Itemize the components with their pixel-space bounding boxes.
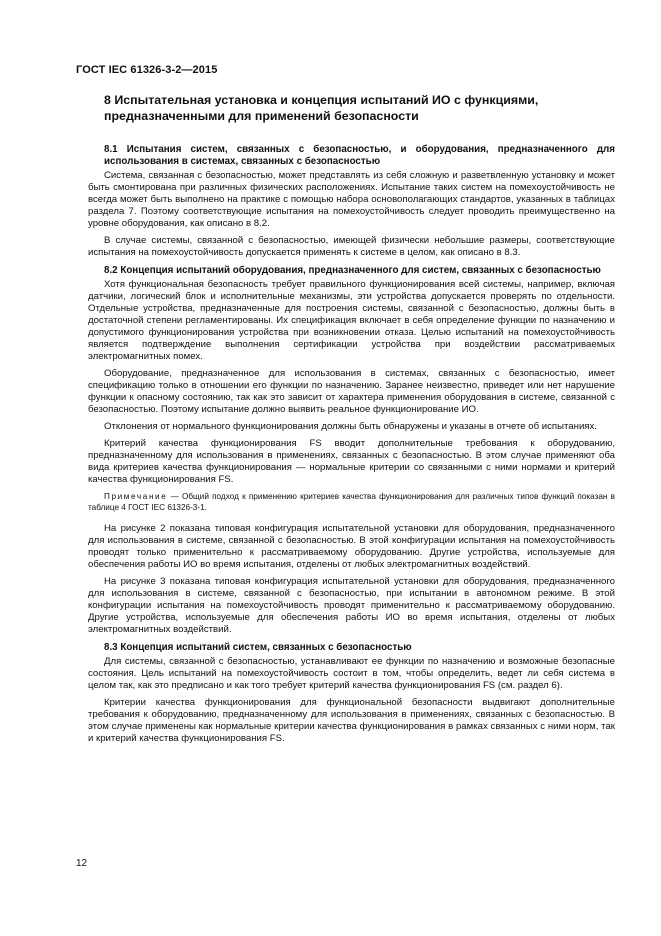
paragraph: Хотя функциональная безопасность требует правильного функционирования всей системы, например, включая датчики, логический блок и исполнительные механизмы, эти устройства допускается проверять по отдельности. Отдельные устройства, предназначенные для построения системы, связанной с безопасностью, должны быть в достаточной степени регламентированы. Их спецификация включает в себя определение функции по назначению и допустимого функционирования устройства при возникновении отказа. Целью испытаний на помехоустойчивость является подтверждение выполнения сертификации устройства при воздействии рассматриваемых электромагнитных помех.: [88, 279, 615, 362]
paragraph: Оборудование, предназначенное для использования в системах, связанных с безопасностью, имеет спецификацию только в отношении его функции по назначению. Заранее неизвестно, приведет или нет нарушение функции к опасному состоянию, так как это зависит от характера применения оборудования в системе, связанной с безопасностью. Поэтому испытание должно выявить реальное функционирование ИО.: [88, 368, 615, 415]
subsection-8-3-title: 8.3 Концепция испытаний систем, связанных с безопасностью: [104, 642, 412, 653]
paragraph: Отклонения от нормального функционирования должны быть обнаружены и указаны в отчете об испытаниях.: [104, 421, 597, 432]
page-content: [88, 92, 615, 750]
page-number: 12: [76, 858, 88, 869]
paragraph: Система, связанная с безопасностью, может представлять из себя сложную и разветвленную установку и может быть смонтирована при различных физических расположениях. Испытание таких систем на помехоустойчивость не всегда может быть выполнено на практике с помощью набора основополагающих стандартов, указанных в таблицах раздела 7. Поэтому соответствующие испытания на помехоустойчивость следует проводить преимущественно на уровне оборудования, как описано в 8.2.: [88, 170, 615, 229]
note: [88, 491, 615, 513]
paragraph: В случае системы, связанной с безопасностью, имеющей физически небольшие размеры, соответствующие испытания на помехоустойчивость допускается применять к системе в целом, как описано в 8.3.: [88, 235, 615, 258]
paragraph: Критерий качества функционирования FS вводит дополнительные требования к оборудованию, предназначенному для использования в применениях, связанных с безопасностью. В этом случае применяют оба вида критериев качества функционирования — нормальные критерии со связанными с ними нормами и критерий качества функционирования FS.: [88, 438, 615, 485]
paragraph: Критерии качества функционирования для функциональной безопасности выдвигают дополнительные требования к оборудованию, предназначенному для использования в применениях, связанных с безопасностью. В этом случае применены как нормальные критерии качества функционирования в рамках связанных с ними норм, так и критерий качества функционирования FS.: [88, 697, 615, 744]
section-8-title: 8 Испытательная установка и концепция испытаний ИО с функциями, предназначенными для применений безопасности: [104, 93, 539, 123]
document-code: ГОСТ IEC 61326-3-2—2015: [76, 64, 218, 76]
subsection-8-1-title: 8.1 Испытания систем, связанных с безопасностью, и оборудования, предназначенного для использования в системах, связанных с безопасностью: [104, 144, 615, 167]
subsection-8-2-title: 8.2 Концепция испытаний оборудования, предназначенного для систем, связанных с безопасностью: [104, 265, 601, 276]
paragraph: На рисунке 3 показана типовая конфигурация испытательной установки для оборудования, предназначенного для использования в системе, связанной с безопасностью, при испытании в автономном режиме. В этой конфигурации испытания на помехоустойчивость проводят применительно к рассматриваемому оборудованию. Другие устройства, используемые для обеспечения работы ИО во время испытания, отделены от любых электромагнитных воздействий.: [88, 576, 615, 635]
paragraph: Для системы, связанной с безопасностью, устанавливают ее функции по назначению и возможные безопасные состояния. Цель испытаний на помехоустойчивость состоит в том, чтобы определить, ведет ли себя система в целом так, как это предписано и как того требует критерий качества функционирования FS (см. раздел 6).: [88, 656, 615, 691]
note-label: Примечание: [104, 492, 168, 501]
note-text: — Общий подход к применению критериев качества функционирования для различных типов функций показан в таблице 4 ГОСТ IEC 61326-3-1.: [88, 492, 615, 512]
paragraph: На рисунке 2 показана типовая конфигурация испытательной установки для оборудования, предназначенного для использования в системе, связанной с безопасностью. В этой конфигурации испытания на помехоустойчивость проводят только применительно к рассматриваемому оборудованию. Другие устройства, используемые для обеспечения работы ИО во время испытания, отделены от любых электромагнитных воздействий.: [88, 523, 615, 570]
